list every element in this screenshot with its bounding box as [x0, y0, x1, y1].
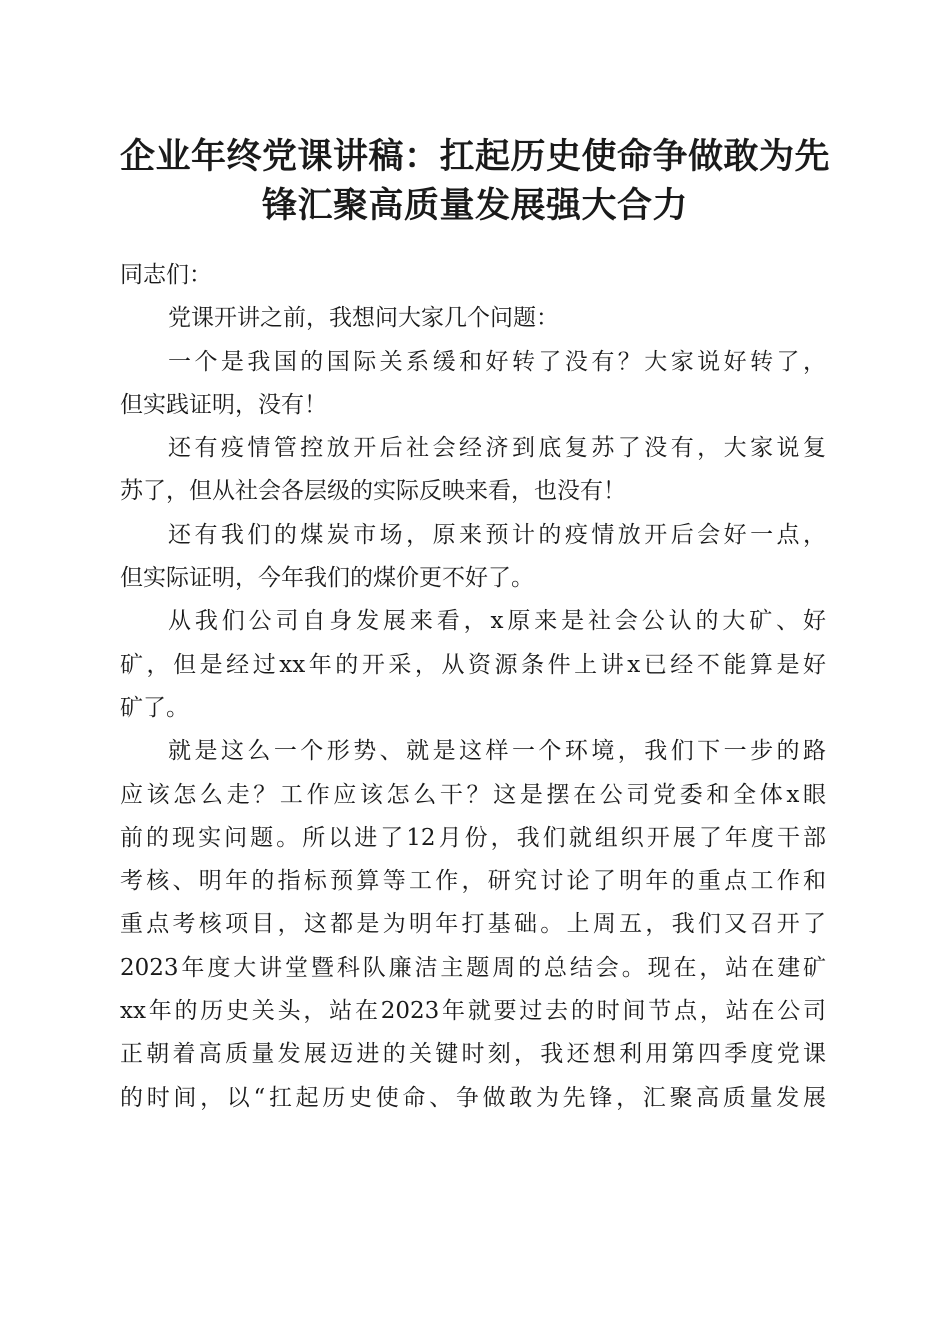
paragraph-line: 还有疫情管控放开后社会经济到底复苏了没有，大家说复 [168, 435, 826, 462]
paragraph-line: 矿了。 [120, 694, 189, 721]
paragraph-line: 苏了，但从社会各层级的实际反映来看，也没有！ [120, 478, 626, 505]
paragraph-line: 从我们公司自身发展来看，x原来是社会公认的大矿、好 [168, 608, 826, 635]
paragraph-line: 正朝着高质量发展迈进的关键时刻，我还想利用第四季度党课 [120, 1041, 826, 1068]
paragraph-line: 还有我们的煤炭市场，原来预计的疫情放开后会好一点， [168, 521, 826, 548]
paragraph-line: 但实践证明，没有！ [120, 391, 327, 418]
paragraph-3 [120, 427, 826, 514]
paragraph-line: 应该怎么走？工作应该怎么干？这是摆在公司党委和全体x眼 [120, 781, 826, 808]
salutation: 同志们： [120, 262, 212, 288]
paragraph-line: 考核、明年的指标预算等工作，研究讨论了明年的重点工作和 [120, 868, 826, 895]
paragraph-6 [120, 730, 826, 1120]
paragraph-line: 但实际证明，今年我们的煤价更不好了。 [120, 565, 534, 592]
paragraph-5 [120, 600, 826, 730]
paragraph-line: 矿，但是经过xx年的开采，从资源条件上讲x已经不能算是好 [120, 651, 826, 678]
paragraph-line: 的时间，以“扛起历史使命、争做敢为先锋，汇聚高质量发展 [120, 1084, 826, 1111]
paragraph-2 [120, 341, 826, 428]
paragraph-line: xx年的历史关头，站在2023年就要过去的时间节点，站在公司 [120, 998, 826, 1025]
document-body [120, 254, 826, 1120]
title-line-1: 企业年终党课讲稿：扛起历史使命争做敢为先 [119, 136, 830, 177]
title-line-2: 锋汇聚高质量发展强大合力 [261, 185, 688, 226]
paragraph-line: 党课开讲之前，我想问大家几个问题： [168, 305, 559, 332]
paragraph-line: 就是这么一个形势、就是这样一个环境，我们下一步的路 [168, 738, 826, 765]
paragraph-4 [120, 514, 826, 601]
paragraph-line: 2023年度大讲堂暨科队廉洁主题周的总结会。现在，站在建矿 [120, 954, 826, 981]
document-title [100, 132, 850, 230]
paragraph-line: 重点考核项目，这都是为明年打基础。上周五，我们又召开了 [120, 911, 826, 938]
paragraph-1 [120, 297, 826, 340]
paragraph-line: 一个是我国的国际关系缓和好转了没有？大家说好转了， [168, 348, 826, 375]
paragraph-line: 前的现实问题。所以进了12月份，我们就组织开展了年度干部 [120, 824, 826, 851]
